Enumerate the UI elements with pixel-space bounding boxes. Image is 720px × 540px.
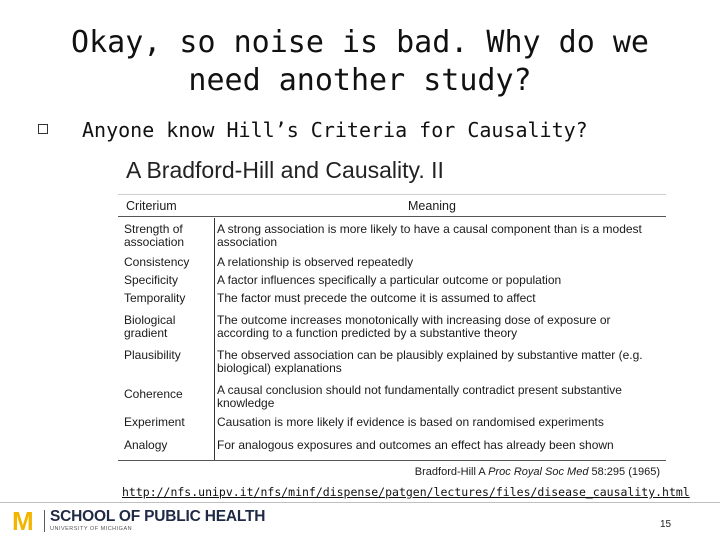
criterium-cell: Biological gradient xyxy=(124,313,176,340)
slide-title xyxy=(40,24,680,100)
criteria-table xyxy=(118,194,666,462)
logo-university-name: UNIVERSITY OF MICHIGAN xyxy=(50,526,133,532)
meaning-cell: A factor influences specifically a particular outcome or population xyxy=(217,273,562,287)
slide-title-line-1: Okay, so noise is bad. Why do we xyxy=(71,25,649,60)
citation-author: Bradford-Hill A xyxy=(414,466,486,478)
criterium-cell: Strength of association xyxy=(124,222,185,249)
meaning-cell: The factor must precede the outcome it is assumed to affect xyxy=(217,291,536,305)
figure-title: A Bradford-Hill and Causality. II xyxy=(126,157,444,183)
meaning-cell: A causal conclusion should not fundamentally contradict present substantive knowledge xyxy=(217,383,622,410)
column-divider xyxy=(214,218,215,460)
meaning-cell: The outcome increases monotonically with increasing dose of exposure or according to a function predicted by a substantive theory xyxy=(217,313,611,340)
criterium-cell: Analogy xyxy=(124,438,168,452)
hollow-square-bullet-icon xyxy=(38,124,48,134)
criterium-cell: Temporality xyxy=(124,291,186,305)
slide-title-line-2: need another study? xyxy=(188,63,532,98)
logo-school-name: SCHOOL OF PUBLIC HEALTH xyxy=(50,508,266,525)
column-header-criterium: Criterium xyxy=(126,199,177,213)
footer-rule xyxy=(0,502,720,503)
criterium-cell: Plausibility xyxy=(124,348,181,362)
table-top-rule xyxy=(118,194,666,195)
table-bottom-rule xyxy=(118,460,666,461)
criterium-cell: Specificity xyxy=(124,273,179,287)
source-link[interactable]: http://nfs.unipv.it/nfs/minf/dispense/patgen/lectures/files/disease_causality.html xyxy=(122,485,690,499)
meaning-cell: A relationship is observed repeatedly xyxy=(217,255,414,269)
column-header-meaning: Meaning xyxy=(408,199,456,213)
meaning-cell: Causation is more likely if evidence is based on randomised experiments xyxy=(217,415,604,429)
logo-divider xyxy=(44,510,45,532)
block-m-icon: M xyxy=(12,506,34,536)
meaning-cell: For analogous exposures and outcomes an effect has already been shown xyxy=(217,438,614,452)
figure-citation xyxy=(415,466,660,478)
header-rule xyxy=(118,216,666,217)
page-number: 15 xyxy=(660,519,672,530)
criterium-cell: Consistency xyxy=(124,255,190,269)
meaning-cell: The observed association can be plausibly explained by substantive matter (e.g. biological) explanations xyxy=(217,348,643,375)
bullet-item xyxy=(38,116,678,146)
bullet-text: Anyone know Hill’s Criteria for Causality? xyxy=(82,118,588,142)
citation-ref: 58:295 (1965) xyxy=(591,466,660,478)
criterium-cell: Coherence xyxy=(124,387,183,401)
citation-journal: Proc Royal Soc Med xyxy=(488,466,589,478)
bradford-hill-figure xyxy=(118,152,666,484)
criterium-cell: Experiment xyxy=(124,415,185,429)
meaning-cell: A strong association is more likely to have a causal component than is a modest association xyxy=(217,222,642,249)
